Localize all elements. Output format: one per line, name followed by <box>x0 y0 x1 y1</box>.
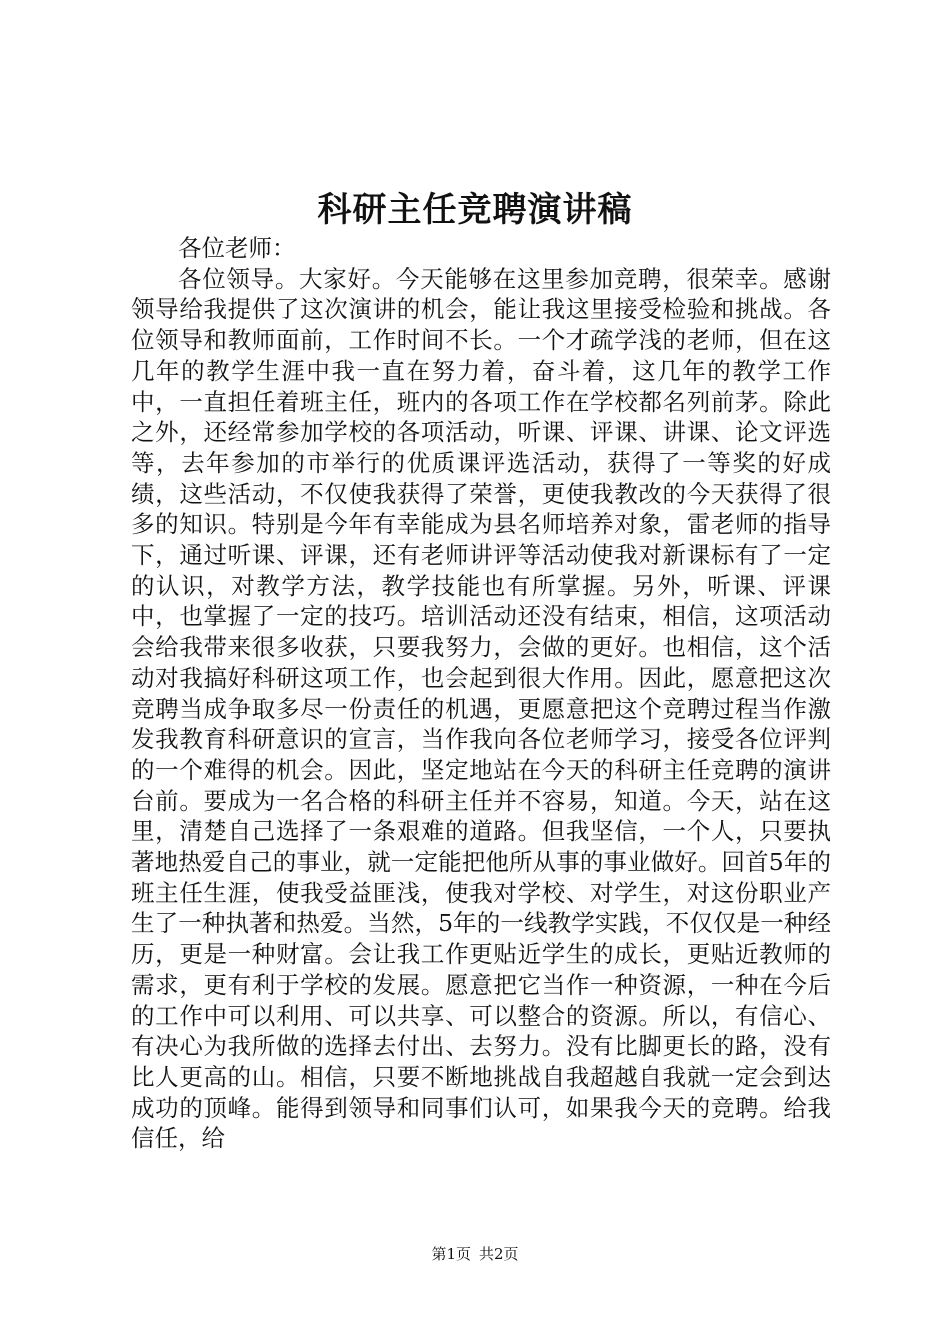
page-total: 共2页 <box>479 1245 519 1263</box>
page-footer <box>0 1244 950 1264</box>
body-paragraph: 各位领导。大家好。今天能够在这里参加竞聘，很荣幸。感谢领导给我提供了这次演讲的机会，能让我这里接受检验和挑战。各位领导和教师面前，工作时间不长。一个才疏学浅的老师，但在这几年的教学生涯中我一直在努力着，奋斗着，这几年的教学工作中，一直担任着班主任，班内的各项工作在学校都名列前茅。除此之外，还经常参加学校的各项活动，听课、评课、讲课、论文评选等，去年参加的市举行的优质课评选活动，获得了一等奖的好成绩，这些活动，不仅使我获得了荣誉，更使我教改的今天获得了很多的知识。特别是今年有幸能成为县名师培养对象，雷老师的指导下，通过听课、评课，还有老师讲评等活动使我对新课标有了一定的认识，对教学方法，教学技能也有所掌握。另外，听课、评课中，也掌握了一定的技巧。培训活动还没有结束，相信，这项活动会给我带来很多收获，只要我努力，会做的更好。也相信，这个活动对我搞好科研这项工作，也会起到很大作用。因此，愿意把这次竞聘当成争取多尽一份责任的机遇，更愿意把这个竞聘过程当作激发我教育科研意识的宣言，当作我向各位老师学习，接受各位评判的一个难得的机会。因此，坚定地站在今天的科研主任竞聘的演讲台前。要成为一名合格的科研主任并不容易，知道。今天，站在这里，清楚自己选择了一条艰难的道路。但我坚信，一个人，只要执著地热爱自己的事业，就一定能把他所从事的事业做好。回首5年的班主任生涯，使我受益匪浅，使我对学校、对学生，对这份职业产生了一种执著和热爱。当然，5年的一线教学实践，不仅仅是一种经历，更是一种财富。会让我工作更贴近学生的成长，更贴近教师的需求，更有利于学校的发展。愿意把它当作一种资源，一种在今后的工作中可以利用、可以共享、可以整合的资源。所以，有信心、有决心为我所做的选择去付出、去努力。没有比脚更长的路，没有比人更高的山。相信，只要不断地挑战自我超越自我就一定会到达成功的顶峰。能得到领导和同事们认可，如果我今天的竞聘。给我信任，给 <box>131 264 831 1153</box>
page-number: 第1页 <box>431 1245 471 1263</box>
document-body <box>131 233 831 1154</box>
document-title: 科研主任竞聘演讲稿 <box>317 190 633 230</box>
salutation: 各位老师： <box>178 234 296 262</box>
